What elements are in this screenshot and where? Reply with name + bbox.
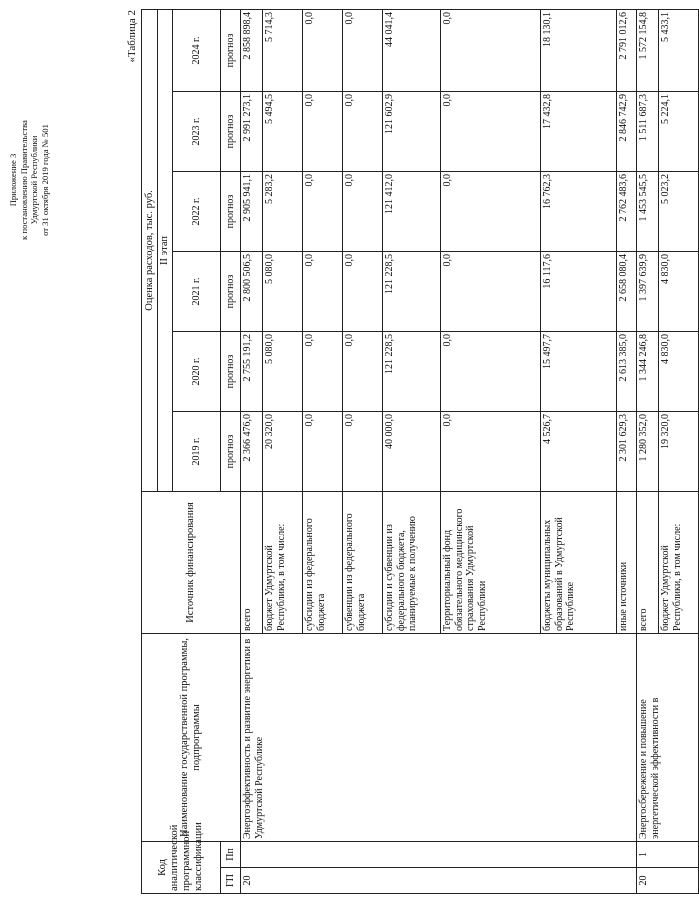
header-gp: ГП: [221, 868, 241, 894]
funding-source-cell: субсидии из федерального бюджета: [303, 491, 343, 633]
value-cell: 2 301 629,3: [617, 411, 637, 491]
program-row: [241, 9, 263, 893]
subprogram-row: [637, 9, 659, 893]
value-cell: 0,0: [343, 91, 383, 171]
value-cell: 40 000,0: [383, 411, 441, 491]
funding-source-cell: бюджет Удмуртской Республики, в том числе:: [659, 491, 699, 633]
header-forecast: прогноз: [221, 251, 241, 331]
value-cell: 5 080,0: [263, 331, 303, 411]
header-forecast: прогноз: [221, 171, 241, 251]
value-cell: 0,0: [343, 331, 383, 411]
value-cell: 44 041,4: [383, 9, 441, 91]
value-cell: 4 830,0: [659, 331, 699, 411]
header-row: [142, 9, 158, 893]
program-name-cell: Энергоэффективность и развитие энергетики в Удмуртской Республике: [241, 633, 637, 841]
value-cell: 2 366 476,0: [241, 411, 263, 491]
value-cell: 1 453 545,5: [637, 171, 659, 251]
value-cell: 0,0: [343, 411, 383, 491]
value-cell: 16 117,6: [541, 251, 617, 331]
value-cell: 2 905 941,1: [241, 171, 263, 251]
table-body: [142, 9, 699, 893]
value-cell: 121 602,9: [383, 91, 441, 171]
header-forecast: прогноз: [221, 331, 241, 411]
header-forecast: прогноз: [221, 411, 241, 491]
value-cell: 0,0: [441, 251, 541, 331]
value-cell: 2 800 506,5: [241, 251, 263, 331]
value-cell: 1 511 687,3: [637, 91, 659, 171]
value-cell: 19 320,0: [659, 411, 699, 491]
value-cell: 2 755 191,2: [241, 331, 263, 411]
value-cell: 0,0: [441, 171, 541, 251]
value-cell: 5 494,5: [263, 91, 303, 171]
value-cell: 0,0: [343, 9, 383, 91]
header-funding-source: Источник финансирования: [142, 491, 241, 633]
funding-source-cell: субсидии и субвенции из федерального бюджета, планируемые к получению: [383, 491, 441, 633]
value-cell: 0,0: [303, 9, 343, 91]
value-cell: 1 572 154,8: [637, 9, 659, 91]
value-cell: 5 714,3: [263, 9, 303, 91]
funding-source-cell: иные источники: [617, 491, 637, 633]
value-cell: 0,0: [303, 251, 343, 331]
header-year: 2021 г.: [173, 251, 221, 331]
value-cell: 0,0: [441, 411, 541, 491]
value-cell: 4 830,0: [659, 251, 699, 331]
subprogram-name-cell: Энергосбережение и повышение энергетической эффективности в: [637, 633, 699, 841]
value-cell: 0,0: [441, 9, 541, 91]
value-cell: 0,0: [303, 331, 343, 411]
value-cell: 2 791 012,6: [617, 9, 637, 91]
gp-code-cell: 20: [241, 868, 637, 894]
funding-source-cell: всего: [637, 491, 659, 633]
value-cell: 121 412,0: [383, 171, 441, 251]
value-cell: 5 283,2: [263, 171, 303, 251]
funding-source-cell: Территориальный фонд обязательного медицинского страхования Удмуртской Республики: [441, 491, 541, 633]
value-cell: 0,0: [303, 91, 343, 171]
value-cell: 20 320,0: [263, 411, 303, 491]
header-year: 2024 г.: [173, 9, 221, 91]
value-cell: 1 397 639,9: [637, 251, 659, 331]
value-cell: 17 432,8: [541, 91, 617, 171]
decree-date: от 31 октября 2019 года № 501: [39, 124, 50, 236]
value-cell: 1 344 246,8: [637, 331, 659, 411]
value-cell: 15 497,7: [541, 331, 617, 411]
value-cell: 2 858 898,4: [241, 9, 263, 91]
header-stage: II этап: [158, 9, 173, 491]
value-cell: 2 991 273,1: [241, 91, 263, 171]
value-cell: 16 762,3: [541, 171, 617, 251]
header-code: Код аналитической программной классификации: [142, 841, 221, 893]
value-cell: 4 526,7: [541, 411, 617, 491]
pp-code-cell: [241, 841, 637, 867]
value-cell: 0,0: [343, 251, 383, 331]
gp-code-cell: 20: [637, 868, 699, 894]
header-forecast: прогноз: [221, 91, 241, 171]
header-program-name: Наименование государственной программы, подпрограммы: [142, 633, 241, 841]
funding-source-cell: субвенции из федерального бюджета: [343, 491, 383, 633]
header-year: 2020 г.: [173, 331, 221, 411]
pp-code-cell: 1: [637, 841, 699, 867]
value-cell: 0,0: [303, 171, 343, 251]
header-year: 2023 г.: [173, 91, 221, 171]
funding-source-cell: бюджет Удмуртской Республики, в том числе:: [263, 491, 303, 633]
header-pp: Пп: [221, 841, 241, 867]
value-cell: 2 762 483,6: [617, 171, 637, 251]
value-cell: 121 228,5: [383, 251, 441, 331]
value-cell: 18 130,1: [541, 9, 617, 91]
value-cell: 0,0: [303, 411, 343, 491]
budget-table: [141, 9, 699, 894]
header-year: 2022 г.: [173, 171, 221, 251]
value-cell: 0,0: [343, 171, 383, 251]
appendix-title: Приложение 3: [8, 153, 18, 207]
value-cell: 5 224,1: [659, 91, 699, 171]
government-name: Удмуртской Республики: [29, 135, 39, 225]
value-cell: 5 433,1: [659, 9, 699, 91]
value-cell: 121 228,5: [383, 331, 441, 411]
decree-reference: к постановлению Правительства: [18, 120, 29, 240]
value-cell: 5 080,0: [263, 251, 303, 331]
header-forecast: прогноз: [221, 9, 241, 91]
value-cell: 1 280 352,0: [637, 411, 659, 491]
value-cell: 2 846 742,9: [617, 91, 637, 171]
header-year: 2019 г.: [173, 411, 221, 491]
value-cell: 2 613 385,0: [617, 331, 637, 411]
funding-source-cell: всего: [241, 491, 263, 633]
value-cell: 2 658 080,4: [617, 251, 637, 331]
header-estimate: Оценка расходов, тыс. руб.: [142, 9, 158, 491]
value-cell: 0,0: [441, 91, 541, 171]
value-cell: 5 023,2: [659, 171, 699, 251]
document-header: [8, 55, 50, 305]
value-cell: 0,0: [441, 331, 541, 411]
table-caption: «Таблица 2: [126, 10, 138, 63]
funding-source-cell: бюджеты муниципальных образований в Удмуртской Республике: [541, 491, 617, 633]
